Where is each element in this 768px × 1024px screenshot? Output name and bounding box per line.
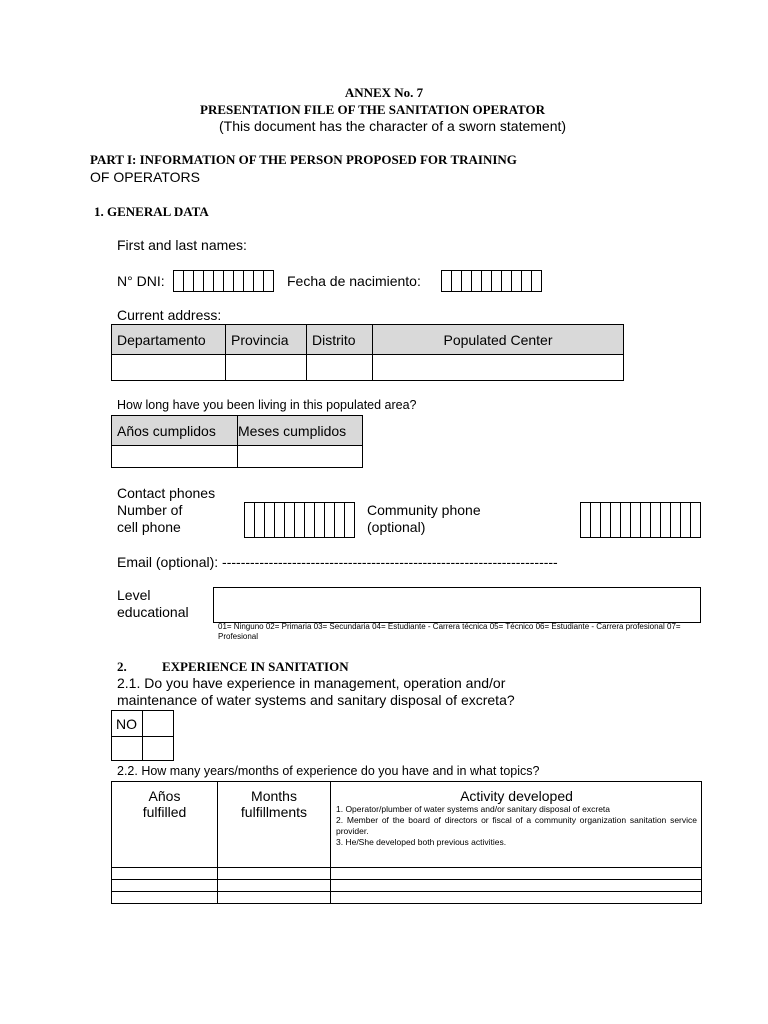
section1-title: 1. GENERAL DATA bbox=[94, 204, 209, 219]
address-header-populated-center: Populated Center bbox=[373, 325, 624, 355]
time-cell-years[interactable] bbox=[112, 446, 238, 468]
table-row bbox=[112, 880, 702, 892]
months-header-line1: Months bbox=[251, 788, 297, 804]
dni-boxes[interactable] bbox=[173, 270, 274, 292]
document-subtitle: (This document has the character of a sworn statement) bbox=[219, 118, 567, 134]
section2-number: 2. bbox=[117, 659, 127, 674]
years-header-line1: Años bbox=[148, 788, 181, 804]
contact-phones-label: Contact phones bbox=[117, 485, 216, 501]
time-header-months: Meses cumplidos bbox=[238, 416, 363, 446]
address-header-provincia: Provincia bbox=[226, 325, 307, 355]
experience-header-years bbox=[112, 782, 218, 868]
living-question: How long have you been living in this populated area? bbox=[117, 398, 417, 412]
annex-number: ANNEX No. 7 bbox=[344, 85, 424, 100]
experience-cell[interactable] bbox=[218, 868, 331, 880]
experience-cell[interactable] bbox=[331, 880, 702, 892]
education-level-label-2: educational bbox=[117, 604, 189, 620]
experience-cell[interactable] bbox=[331, 892, 702, 904]
address-cell-distrito[interactable] bbox=[307, 355, 373, 381]
living-time-table bbox=[111, 415, 363, 468]
address-cell-populated-center[interactable] bbox=[373, 355, 624, 381]
experience-cell[interactable] bbox=[218, 880, 331, 892]
time-header-years: Años cumplidos bbox=[112, 416, 238, 446]
address-header-distrito: Distrito bbox=[307, 325, 373, 355]
activity-option-2: 2. Member of the board of directors or fiscal of a community organization sanitation service provider. bbox=[336, 815, 697, 836]
activity-option-3: 3. He/She developed both previous activities. bbox=[336, 837, 507, 847]
question-2-1-line1: 2.1. Do you have experience in management, operation and/or bbox=[117, 675, 506, 691]
document-title: PRESENTATION FILE OF THE SANITATION OPERATOR bbox=[200, 102, 545, 117]
cell-phone-label-2: cell phone bbox=[117, 519, 181, 535]
education-level-input[interactable] bbox=[213, 587, 701, 623]
table-row bbox=[112, 868, 702, 880]
years-header-line2: fulfilled bbox=[142, 804, 187, 820]
experience-cell[interactable] bbox=[218, 892, 331, 904]
address-header-departamento: Departamento bbox=[112, 325, 226, 355]
experience-cell[interactable] bbox=[112, 880, 218, 892]
experience-cell[interactable] bbox=[112, 868, 218, 880]
experience-header-activity bbox=[331, 782, 702, 868]
cell-phone-label-1: Number of bbox=[117, 502, 183, 518]
yes-no-table bbox=[111, 710, 174, 761]
community-phone-label-2: (optional) bbox=[367, 519, 426, 535]
time-cell-months[interactable] bbox=[238, 446, 363, 468]
section2-title: EXPERIENCE IN SANITATION bbox=[162, 659, 349, 674]
education-level-label-1: Level bbox=[117, 587, 151, 603]
experience-table bbox=[111, 781, 702, 904]
names-label: First and last names: bbox=[117, 237, 247, 253]
dni-label: N° DNI: bbox=[117, 273, 165, 289]
experience-header-months bbox=[218, 782, 331, 868]
table-row bbox=[112, 892, 702, 904]
cell-phone-boxes[interactable] bbox=[244, 502, 355, 538]
part1-title: PART I: INFORMATION OF THE PERSON PROPOSED FOR TRAINING bbox=[90, 152, 517, 167]
address-label: Current address: bbox=[117, 307, 222, 323]
community-phone-label-1: Community phone bbox=[367, 502, 481, 518]
no-label: NO bbox=[112, 711, 143, 737]
address-cell-departamento[interactable] bbox=[112, 355, 226, 381]
question-2-1-line2: maintenance of water systems and sanitary disposal of excreta? bbox=[117, 692, 515, 708]
education-level-codes: 01= Ninguno 02= Primaria 03= Secundaria 04= Estudiante - Carrera técnica 05= Técnico 06= Estudiante - Carrera profesional 07= Profesional bbox=[218, 622, 681, 641]
birth-date-boxes[interactable] bbox=[441, 270, 542, 292]
yes-no-cell-3[interactable] bbox=[112, 737, 143, 761]
experience-cell[interactable] bbox=[112, 892, 218, 904]
address-table bbox=[111, 324, 624, 381]
birth-date-label: Fecha de nacimiento: bbox=[287, 273, 421, 289]
experience-cell[interactable] bbox=[331, 868, 702, 880]
activity-header-title: Activity developed bbox=[460, 788, 573, 804]
yes-no-cell-4[interactable] bbox=[143, 737, 174, 761]
part1-title-continued: OF OPERATORS bbox=[90, 169, 200, 185]
question-2-2: 2.2. How many years/months of experience do you have and in what topics? bbox=[117, 764, 540, 778]
address-cell-provincia[interactable] bbox=[226, 355, 307, 381]
community-phone-boxes[interactable] bbox=[580, 502, 701, 538]
email-label: Email (optional): ------------------------------------------------------------------------ bbox=[117, 554, 558, 570]
no-checkbox[interactable] bbox=[143, 711, 174, 737]
months-header-line2: fulfillments bbox=[240, 804, 308, 820]
activity-option-1: 1. Operator/plumber of water systems and/or sanitary disposal of excreta bbox=[336, 804, 611, 814]
